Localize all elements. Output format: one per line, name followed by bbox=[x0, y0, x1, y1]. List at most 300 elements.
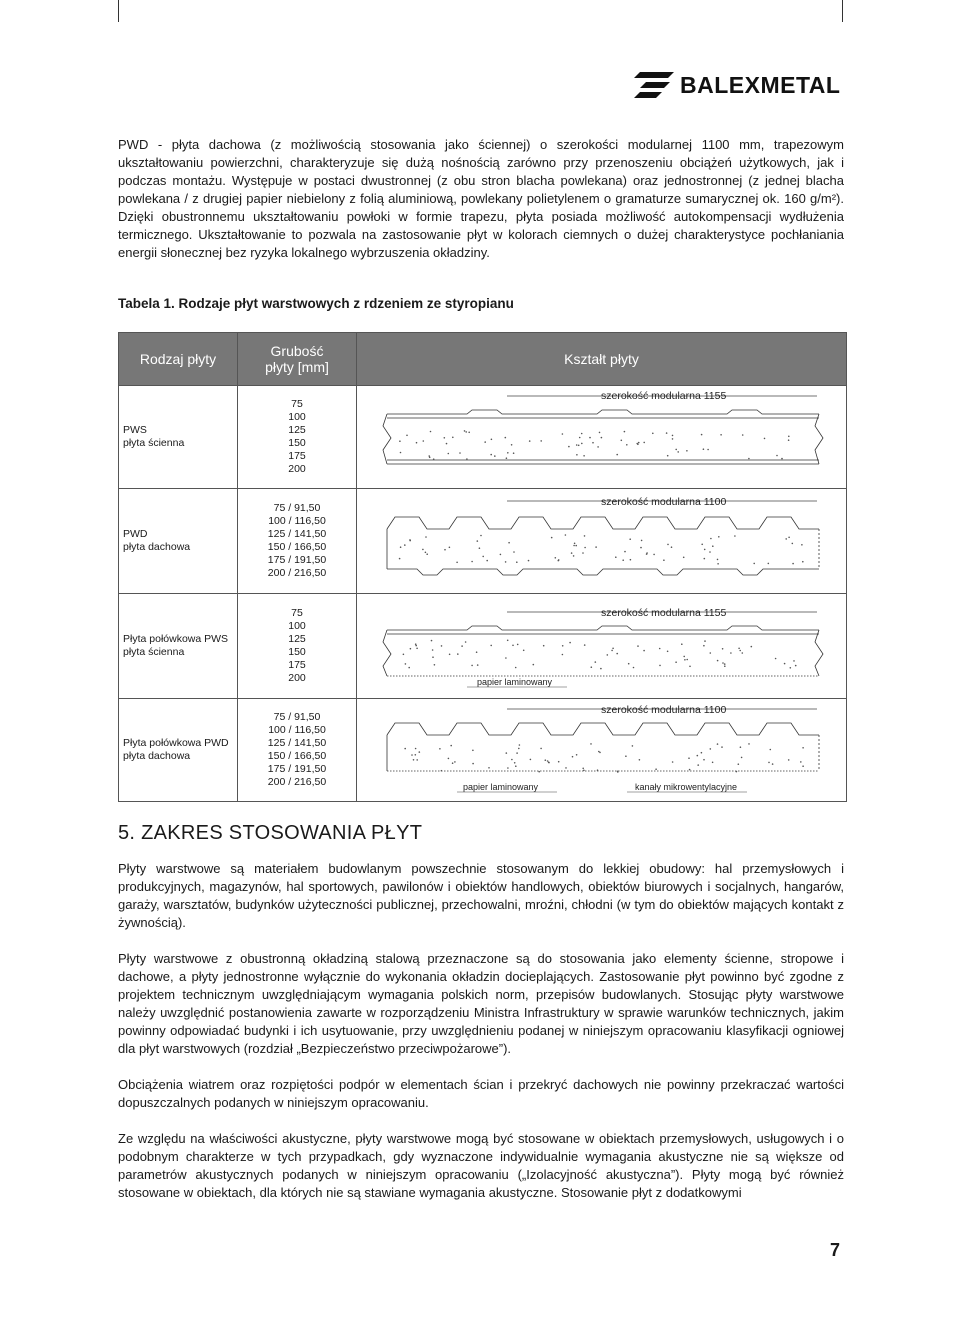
core-dot bbox=[569, 642, 571, 644]
core-dot bbox=[722, 648, 724, 650]
panel-name: PWD bbox=[123, 528, 148, 540]
core-dot bbox=[739, 650, 741, 652]
core-dot bbox=[530, 759, 532, 761]
core-dot bbox=[519, 744, 521, 746]
core-dot bbox=[528, 560, 530, 562]
core-dot bbox=[472, 763, 474, 765]
core-dot bbox=[800, 761, 802, 763]
core-dot bbox=[515, 765, 517, 767]
thickness-value: 125 / 141,50 bbox=[267, 528, 327, 540]
core-dot bbox=[641, 540, 643, 542]
core-dot bbox=[629, 538, 631, 540]
core-dot bbox=[624, 431, 626, 433]
width-label: szerokość modularna 1100 bbox=[601, 496, 727, 508]
core-dot bbox=[667, 651, 669, 653]
core-dot bbox=[742, 652, 744, 654]
core-dot bbox=[562, 645, 564, 647]
core-dot bbox=[516, 752, 518, 754]
core-dot bbox=[597, 769, 599, 771]
table-header-row bbox=[119, 333, 847, 386]
core-dot bbox=[736, 771, 738, 773]
core-dot bbox=[667, 455, 669, 457]
core-dot bbox=[592, 442, 594, 444]
core-dot bbox=[400, 452, 402, 454]
core-dot bbox=[441, 770, 443, 772]
core-dot bbox=[793, 660, 795, 662]
section-paragraph-1: Płyty warstwowe są materiałem budowlanym powszechnie stosowanym do lekkiej obudowy: hal przemysłowych i produkcyjnych, magazynów, hal sportowych, pawilonów i obiektów handlowych, obiektów biurowych i socjalnych, hangarów, garaży, warsztatów, budynków użyteczności publicznej, przechowalni, mroźni, chłodni (w tym do obiektów mających kontakt z żywnością). bbox=[118, 861, 844, 930]
core-dot bbox=[572, 756, 574, 758]
core-dot bbox=[505, 657, 507, 659]
core-dot bbox=[476, 651, 478, 653]
core-dot bbox=[601, 437, 603, 439]
core-dot bbox=[672, 761, 674, 763]
core-dot bbox=[547, 760, 549, 762]
core-dot bbox=[411, 754, 413, 756]
core-dot bbox=[697, 764, 699, 766]
core-dot bbox=[764, 438, 766, 440]
core-dot bbox=[516, 561, 518, 563]
core-dot bbox=[482, 556, 484, 558]
channels-note: kanały mikrowentylacyjne bbox=[635, 782, 738, 792]
core-dot bbox=[584, 644, 586, 646]
core-dot bbox=[444, 437, 446, 439]
core-dot bbox=[581, 443, 583, 445]
core-dot bbox=[448, 453, 450, 455]
core-dot bbox=[643, 442, 645, 444]
core-dot bbox=[781, 458, 783, 460]
thickness-value: 200 bbox=[288, 672, 306, 684]
core-dot bbox=[701, 434, 703, 436]
core-dot bbox=[802, 765, 804, 767]
core-dot bbox=[638, 442, 640, 444]
core-dot bbox=[615, 556, 617, 558]
core-dot bbox=[625, 755, 627, 757]
core-dot bbox=[751, 646, 753, 648]
thickness-cell bbox=[238, 699, 357, 802]
core-dot bbox=[490, 645, 492, 647]
core-dot bbox=[689, 666, 691, 668]
core-dot bbox=[686, 659, 688, 661]
core-dot bbox=[429, 457, 431, 459]
half-pwd-panel-profile-drawing bbox=[357, 699, 847, 801]
core-dot bbox=[643, 650, 645, 652]
core-dot bbox=[494, 455, 496, 457]
core-dot bbox=[410, 648, 412, 650]
core-dot bbox=[533, 664, 535, 666]
core-dot bbox=[426, 553, 428, 555]
core-dot bbox=[413, 759, 415, 761]
panel-subtype: płyta dachowa bbox=[123, 750, 191, 762]
core-dot bbox=[616, 454, 618, 456]
core-dot bbox=[701, 544, 703, 546]
core-dots bbox=[399, 430, 789, 460]
core-dot bbox=[616, 653, 618, 655]
core-dot bbox=[611, 650, 613, 652]
core-dot bbox=[416, 648, 418, 650]
core-dot bbox=[584, 535, 586, 537]
core-dot bbox=[595, 546, 597, 548]
header-thickness bbox=[238, 333, 357, 386]
core-dot bbox=[672, 435, 674, 437]
crop-mark-left bbox=[118, 0, 119, 22]
core-dot bbox=[434, 664, 436, 666]
core-dot bbox=[558, 560, 560, 562]
thickness-value: 125 bbox=[288, 424, 306, 436]
core-dot bbox=[415, 645, 417, 647]
panel-subtype: płyta dachowa bbox=[123, 541, 191, 553]
section-paragraph-3: Obciążenia wiatrem oraz rozpiętości podpór w elementach ścian i przekryć dachowych nie powinny przekraczać wartości dopuszczalnych podanych w niniejszym opracowaniu. bbox=[118, 1077, 844, 1110]
core-dot bbox=[655, 768, 657, 770]
thickness-value: 175 / 191,50 bbox=[267, 554, 327, 566]
core-dot bbox=[637, 444, 639, 446]
core-dot bbox=[621, 440, 623, 442]
core-dot bbox=[689, 769, 691, 771]
core-dot bbox=[439, 748, 441, 750]
header-shape: Kształt płyty bbox=[357, 333, 847, 386]
core-dot bbox=[448, 758, 450, 760]
core-dot bbox=[683, 656, 685, 658]
core-dot bbox=[507, 767, 509, 769]
core-dot bbox=[423, 440, 425, 442]
core-dot bbox=[512, 645, 514, 647]
panel-name: Płyta połówkowa PWS bbox=[123, 633, 229, 645]
core-dot bbox=[540, 440, 542, 442]
half-pws-panel-profile-drawing bbox=[357, 594, 847, 698]
core-dot bbox=[710, 652, 712, 654]
core-dot bbox=[590, 743, 592, 745]
core-dot bbox=[607, 654, 609, 656]
core-dot bbox=[788, 759, 790, 761]
core-dot bbox=[652, 433, 654, 435]
width-label: szerokość modularna 1100 bbox=[601, 704, 727, 716]
panel-name: Płyta połówkowa PWD bbox=[123, 737, 229, 749]
thickness-value: 75 / 91,50 bbox=[273, 502, 321, 514]
bottom-facing bbox=[387, 569, 819, 575]
core-dot bbox=[573, 555, 575, 557]
core-dot bbox=[464, 430, 466, 432]
core-dot bbox=[574, 543, 576, 545]
core-dot bbox=[633, 667, 635, 669]
core-dot bbox=[697, 755, 699, 757]
core-dot bbox=[622, 559, 624, 561]
thickness-cell bbox=[238, 386, 357, 489]
core-dot bbox=[432, 656, 434, 658]
core-dot bbox=[788, 436, 790, 438]
core-dot bbox=[703, 448, 705, 450]
core-dot bbox=[659, 665, 661, 667]
intro-paragraph: PWD - płyta dachowa (z możliwością stosowania jako ściennej) o szerokości modularnej 1100 mm, trapezowym ukształtowaniu powierzchni, charakteryzuje się dużą nośnością zarówno przy przenoszeniu obciążeń użytkowych, jak i podczas montażu. Występuje w postaci dwustronnej (z obu stron blacha powlekana) oraz jednostronnej (z jednej blacha powlekana / z drugiej papier niebielony z folią aluminiową, powlekany polietylenem o gramaturze sumarycznej ok. 160 g/m²). Dzięki obustronnemu ukształtowaniu powłoki w formie trapezu, płyta posiada możliwość autokompensacji wydłużenia termicznego. Ukształtowanie to pozwala na zastosowanie płyt w kolorach ciemnych o dużej charakterystyce pochłaniania energii słonecznej bez ryzyka lokalnego wybrzuszenia okładziny. bbox=[118, 137, 844, 260]
thickness-value: 75 bbox=[291, 398, 303, 410]
core-dot bbox=[579, 437, 581, 439]
table-title: Tabela 1. Rodzaje płyt warstwowych z rdzeniem ze styropianu bbox=[118, 296, 514, 311]
core-dot bbox=[415, 754, 417, 756]
thickness-value: 150 / 166,50 bbox=[267, 541, 327, 553]
panel-type-cell bbox=[119, 699, 238, 802]
core-dot bbox=[775, 658, 777, 660]
panel-type-cell bbox=[119, 489, 238, 594]
core-dot bbox=[500, 554, 502, 556]
core-dot bbox=[740, 746, 742, 748]
core-dot bbox=[507, 452, 509, 454]
shape-cell bbox=[357, 594, 847, 699]
header-thickness-line1: Grubość bbox=[270, 343, 324, 359]
core-dot bbox=[632, 745, 634, 747]
table-row bbox=[119, 489, 847, 594]
core-dot bbox=[545, 759, 547, 761]
panel-types-table bbox=[118, 332, 847, 802]
core-dot bbox=[511, 759, 513, 761]
core-dot bbox=[551, 537, 553, 539]
core-dot bbox=[479, 547, 481, 549]
core-dot bbox=[444, 549, 446, 551]
core-dot bbox=[788, 537, 790, 539]
core-dot bbox=[785, 538, 787, 540]
core-dot bbox=[776, 455, 778, 457]
core-dot bbox=[637, 645, 639, 647]
core-dot bbox=[415, 748, 417, 750]
section-paragraph-2: Płyty warstwowe z obustronną okładziną stalową przeznaczone są do stosowania jako elementy ścienne, stropowe i dachowe, a płyty jednostronne wyłącznie do wykonania okładzin docieplających. Zastosowanie płyt powinno być zgodne z projektem technicznym uwzględniającym wymagania polskich norm, przepisów budowlanych. Stosując płyty warstwowe należy uwzględnić postanowienia zawarte w rozporządzeniu Ministra Infrastruktury w sprawie warunków technicznych, jakim powinny odpowiadać budynki i ich usytuowanie, przy uwzględnieniu podanej w niniejszym opracowaniu klasyfikacji ogniowej dla płyt warstwowych (rozdział „Bezpieczeństwo przeciwpożarowe”). bbox=[118, 951, 844, 1056]
core-dot bbox=[406, 435, 408, 437]
core-dot bbox=[576, 454, 578, 456]
core-dot bbox=[784, 663, 786, 665]
core-dot bbox=[562, 433, 564, 435]
core-dot bbox=[748, 743, 750, 745]
core-dot bbox=[518, 748, 520, 750]
thickness-value: 125 / 141,50 bbox=[267, 737, 327, 749]
core-dot bbox=[703, 645, 705, 647]
core-dot bbox=[468, 432, 470, 434]
header-type: Rodzaj płyty bbox=[119, 333, 238, 386]
core-dot bbox=[555, 557, 557, 559]
core-dot bbox=[408, 667, 410, 669]
core-dot bbox=[562, 654, 564, 656]
core-dot bbox=[748, 458, 750, 460]
core-dot bbox=[511, 444, 513, 446]
core-dot bbox=[712, 545, 714, 547]
core-dot bbox=[457, 653, 459, 655]
core-dot bbox=[488, 767, 490, 769]
core-dot bbox=[792, 543, 794, 545]
core-dot bbox=[484, 441, 486, 443]
core-dot bbox=[675, 661, 677, 663]
core-dot bbox=[704, 640, 706, 642]
core-dot bbox=[640, 547, 642, 549]
core-dot bbox=[589, 437, 591, 439]
core-dot bbox=[722, 662, 724, 664]
core-dot bbox=[600, 668, 602, 670]
right-joint bbox=[815, 414, 823, 464]
core-dot bbox=[792, 563, 794, 565]
core-dot bbox=[432, 649, 434, 651]
core-dot bbox=[701, 752, 703, 754]
core-dot bbox=[591, 666, 593, 668]
core-dot bbox=[790, 667, 792, 669]
core-dot bbox=[801, 544, 803, 546]
table-row bbox=[119, 386, 847, 489]
core-dot bbox=[459, 452, 461, 454]
page-number: 7 bbox=[830, 1240, 841, 1260]
thickness-value: 75 / 91,50 bbox=[273, 711, 321, 723]
thickness-value: 175 bbox=[288, 450, 306, 462]
table-row bbox=[119, 594, 847, 699]
core-dot bbox=[686, 450, 688, 452]
core-dot bbox=[704, 549, 706, 551]
core-dot bbox=[477, 540, 479, 542]
core-dot bbox=[419, 751, 421, 753]
core-dot bbox=[581, 433, 583, 435]
left-joint bbox=[383, 630, 391, 676]
core-dot bbox=[465, 431, 467, 433]
core-dot bbox=[738, 648, 740, 650]
panel-subtype: płyta ścienna bbox=[123, 646, 185, 658]
core-dot bbox=[681, 643, 683, 645]
core-dot bbox=[583, 770, 585, 772]
core-dot bbox=[416, 759, 418, 761]
core-dot bbox=[415, 643, 417, 645]
core-dot bbox=[425, 536, 427, 538]
core-dot bbox=[576, 444, 578, 446]
core-dot bbox=[717, 660, 719, 662]
core-dot bbox=[490, 454, 492, 456]
core-dot bbox=[738, 763, 740, 765]
core-dot bbox=[575, 545, 577, 547]
core-dot bbox=[431, 640, 433, 642]
core-dot bbox=[506, 457, 508, 459]
core-dot bbox=[471, 561, 473, 563]
core-dot bbox=[416, 442, 418, 444]
core-dot bbox=[565, 767, 567, 769]
core-dot bbox=[734, 535, 736, 537]
core-dot bbox=[548, 762, 550, 764]
core-dot bbox=[768, 563, 770, 565]
core-dot bbox=[709, 551, 711, 553]
pwd-panel-profile-drawing bbox=[357, 489, 847, 593]
core-dot bbox=[724, 663, 726, 665]
core-dot bbox=[583, 455, 585, 457]
thickness-value: 175 / 191,50 bbox=[267, 763, 327, 775]
crop-mark-right bbox=[842, 0, 843, 22]
core-dot bbox=[477, 664, 479, 666]
panel-name: PWS bbox=[123, 424, 147, 436]
core-dot bbox=[513, 452, 515, 454]
core-dot bbox=[653, 554, 655, 556]
core-dot bbox=[466, 458, 468, 460]
core-dot bbox=[667, 544, 669, 546]
core-dot bbox=[639, 759, 641, 761]
top-facing bbox=[387, 410, 819, 414]
top-facing bbox=[387, 626, 819, 630]
core-dot bbox=[452, 437, 454, 439]
thickness-value: 200 / 216,50 bbox=[267, 776, 327, 788]
core-dot bbox=[573, 545, 575, 547]
core-dot bbox=[788, 439, 790, 441]
core-dot bbox=[730, 652, 732, 654]
core-dot bbox=[720, 434, 722, 436]
core-dot bbox=[688, 757, 690, 759]
core-dot bbox=[505, 437, 507, 439]
trapezoid-top-facing bbox=[387, 723, 819, 735]
core-dot bbox=[452, 762, 454, 764]
core-dot bbox=[461, 645, 463, 647]
core-dot bbox=[624, 551, 626, 553]
core-dot bbox=[768, 762, 770, 764]
core-dot bbox=[675, 449, 677, 451]
core-dot bbox=[399, 440, 401, 442]
core-dot bbox=[741, 757, 743, 759]
core-dot bbox=[456, 562, 458, 564]
core-dot bbox=[666, 432, 668, 434]
core-dot bbox=[630, 559, 632, 561]
core-dot bbox=[712, 762, 714, 764]
core-dot bbox=[515, 667, 517, 669]
paper-note: papier laminowany bbox=[463, 782, 539, 792]
thickness-value: 100 bbox=[288, 620, 306, 632]
trapezoid-top-facing bbox=[387, 517, 819, 529]
thickness-value: 100 / 116,50 bbox=[268, 724, 326, 736]
core-dot bbox=[717, 559, 719, 561]
panel-type-cell bbox=[119, 386, 238, 489]
core-dot bbox=[422, 549, 424, 551]
core-dot bbox=[703, 759, 705, 761]
core-dot bbox=[582, 552, 584, 554]
core-dot bbox=[576, 754, 578, 756]
width-label: szerokość modularna 1155 bbox=[601, 607, 727, 619]
core-dot bbox=[523, 650, 525, 652]
core-dot bbox=[507, 640, 509, 642]
section-paragraph-4: Ze względu na właściwości akustyczne, płyty warstwowe mogą być stosowane w obiektach przemysłowych, usługowych i o podobnym charakterze w tych przypadkach, gdy wyznaczone indywidualnie wymagania akustyczne nie są większe od parametrów akustycznych podanych w niniejszym opracowaniu („Izolacyjność akustyczna”). Płyty mogą być również stosowane w obiektach, dla których nie są stawiane wymagania akustyczne. Stosowanie płyt z dodatkowymi bbox=[118, 1131, 844, 1200]
core-dot bbox=[597, 446, 599, 448]
core-dot bbox=[617, 771, 619, 773]
core-dot bbox=[626, 444, 628, 446]
core-dot bbox=[672, 438, 674, 440]
core-dot bbox=[571, 552, 573, 554]
core-dot bbox=[599, 432, 601, 434]
core-dot bbox=[671, 546, 673, 548]
core-dot bbox=[409, 540, 411, 542]
core-dot bbox=[683, 557, 685, 559]
table-row bbox=[119, 699, 847, 802]
core-dot bbox=[802, 747, 804, 749]
thickness-value: 150 bbox=[288, 646, 306, 658]
width-label: szerokość modularna 1155 bbox=[601, 390, 727, 402]
panel-subtype: płyta ścienna bbox=[123, 437, 185, 449]
balexmetal-logo-icon bbox=[632, 72, 674, 98]
core-dot bbox=[491, 439, 493, 441]
core-dot bbox=[795, 665, 797, 667]
core-dot bbox=[770, 749, 772, 751]
core-dot bbox=[514, 762, 516, 764]
core-dot bbox=[400, 546, 402, 548]
core-dot bbox=[595, 661, 597, 663]
thickness-value: 150 bbox=[288, 437, 306, 449]
core-dot bbox=[659, 648, 661, 650]
core-dots bbox=[403, 640, 797, 670]
core-dot bbox=[578, 445, 580, 447]
core-dot bbox=[558, 761, 560, 763]
core-dot bbox=[517, 644, 519, 646]
core-dot bbox=[538, 771, 540, 773]
core-dot bbox=[449, 547, 451, 549]
core-dot bbox=[403, 654, 405, 656]
thickness-value: 150 / 166,50 bbox=[267, 750, 327, 762]
left-joint bbox=[383, 414, 391, 464]
thickness-value: 100 bbox=[288, 411, 306, 423]
core-dot bbox=[425, 552, 427, 554]
core-dot bbox=[707, 449, 709, 451]
core-dot bbox=[471, 665, 473, 667]
panel-type-cell bbox=[119, 594, 238, 699]
core-dot bbox=[543, 645, 545, 647]
